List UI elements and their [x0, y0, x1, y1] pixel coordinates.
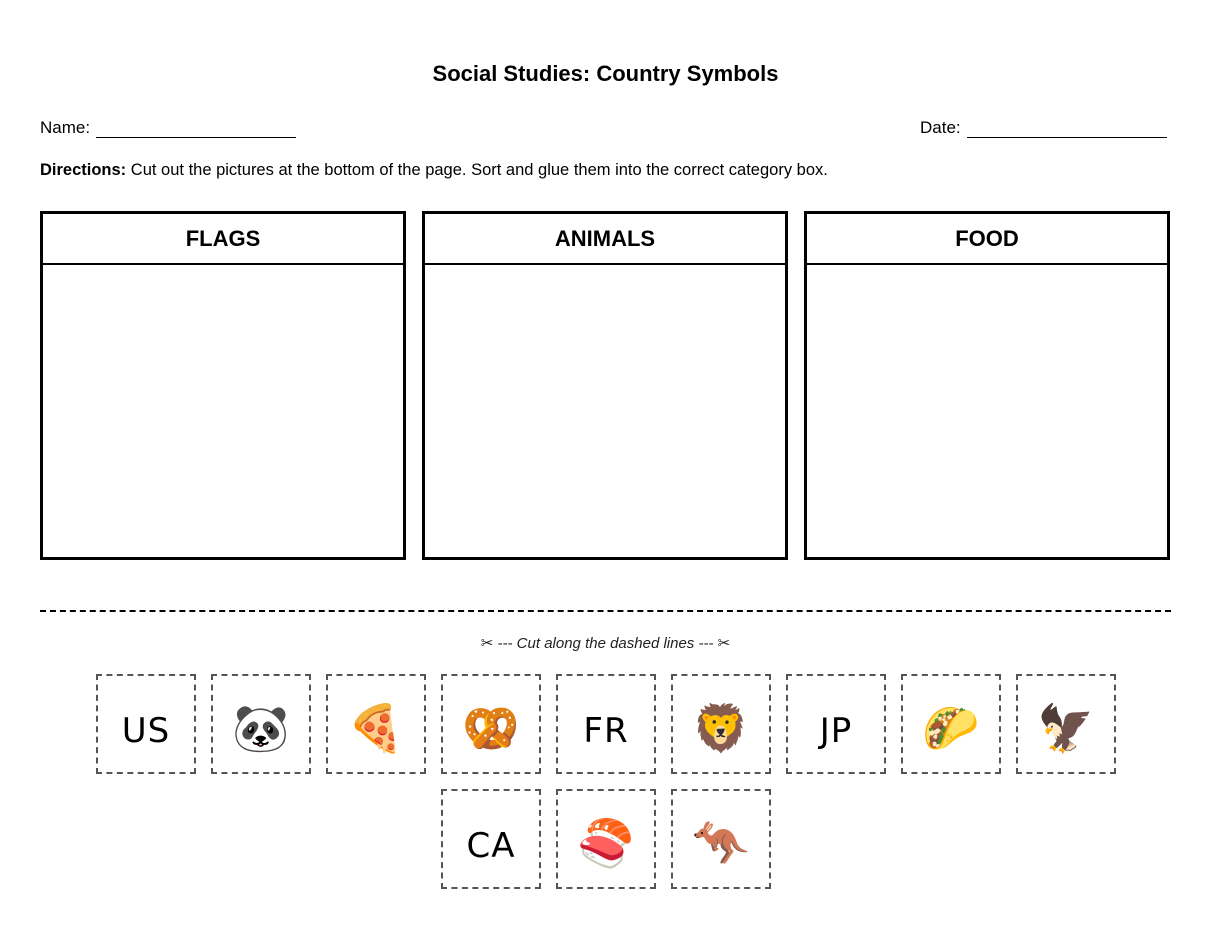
sushi-icon: 🍣	[577, 817, 635, 869]
country-code-us: US	[121, 711, 171, 751]
cutout-card-eagle[interactable]	[1016, 674, 1116, 774]
directions-text: Cut out the pictures at the bottom of the page. Sort and glue them into the correct category box.	[130, 161, 828, 179]
cutout-card-pretzel[interactable]	[441, 674, 541, 774]
category-header: FOOD	[807, 214, 1167, 265]
name-label: Name:	[40, 118, 91, 137]
country-code-fr: FR	[583, 711, 629, 751]
category-box-flags	[40, 211, 406, 560]
taco-icon: 🌮	[922, 702, 980, 754]
category-header: FLAGS	[43, 214, 403, 265]
name-blank-line	[96, 123, 296, 138]
page-title: Social Studies: Country Symbols	[432, 61, 779, 86]
scissors-icon: ✂	[717, 635, 731, 652]
country-code-ca: CA	[466, 826, 516, 866]
date-field	[920, 118, 1167, 138]
name-field	[40, 118, 296, 138]
kangaroo-icon: 🦘	[692, 817, 750, 869]
directions	[40, 160, 828, 180]
pretzel-icon: 🥨	[462, 702, 520, 754]
cutout-card-taco[interactable]	[901, 674, 1001, 774]
cutout-card-pizza[interactable]	[326, 674, 426, 774]
date-blank-line	[967, 123, 1167, 138]
pizza-icon: 🍕	[347, 702, 405, 754]
cutout-card-ca[interactable]	[441, 789, 541, 889]
cut-instruction	[0, 634, 1211, 654]
cutout-card-kangaroo[interactable]	[671, 789, 771, 889]
cutout-card-panda[interactable]	[211, 674, 311, 774]
cutout-card-lion[interactable]	[671, 674, 771, 774]
scissors-icon: ✂	[480, 635, 494, 652]
cutout-card-sushi[interactable]	[556, 789, 656, 889]
category-header: ANIMALS	[425, 214, 785, 265]
date-label: Date:	[920, 118, 961, 137]
panda-icon: 🐼	[232, 702, 290, 754]
cut-note-text: --- Cut along the dashed lines ---	[497, 635, 714, 652]
cut-dashed-line	[40, 610, 1171, 612]
directions-label: Directions:	[40, 161, 127, 179]
category-box-animals	[422, 211, 788, 560]
eagle-icon: 🦅	[1037, 702, 1095, 754]
country-code-jp: JP	[819, 711, 853, 751]
cutout-card-fr[interactable]	[556, 674, 656, 774]
category-box-food	[804, 211, 1170, 560]
cutout-card-us[interactable]	[96, 674, 196, 774]
lion-icon: 🦁	[692, 702, 750, 754]
cutout-card-jp[interactable]	[786, 674, 886, 774]
